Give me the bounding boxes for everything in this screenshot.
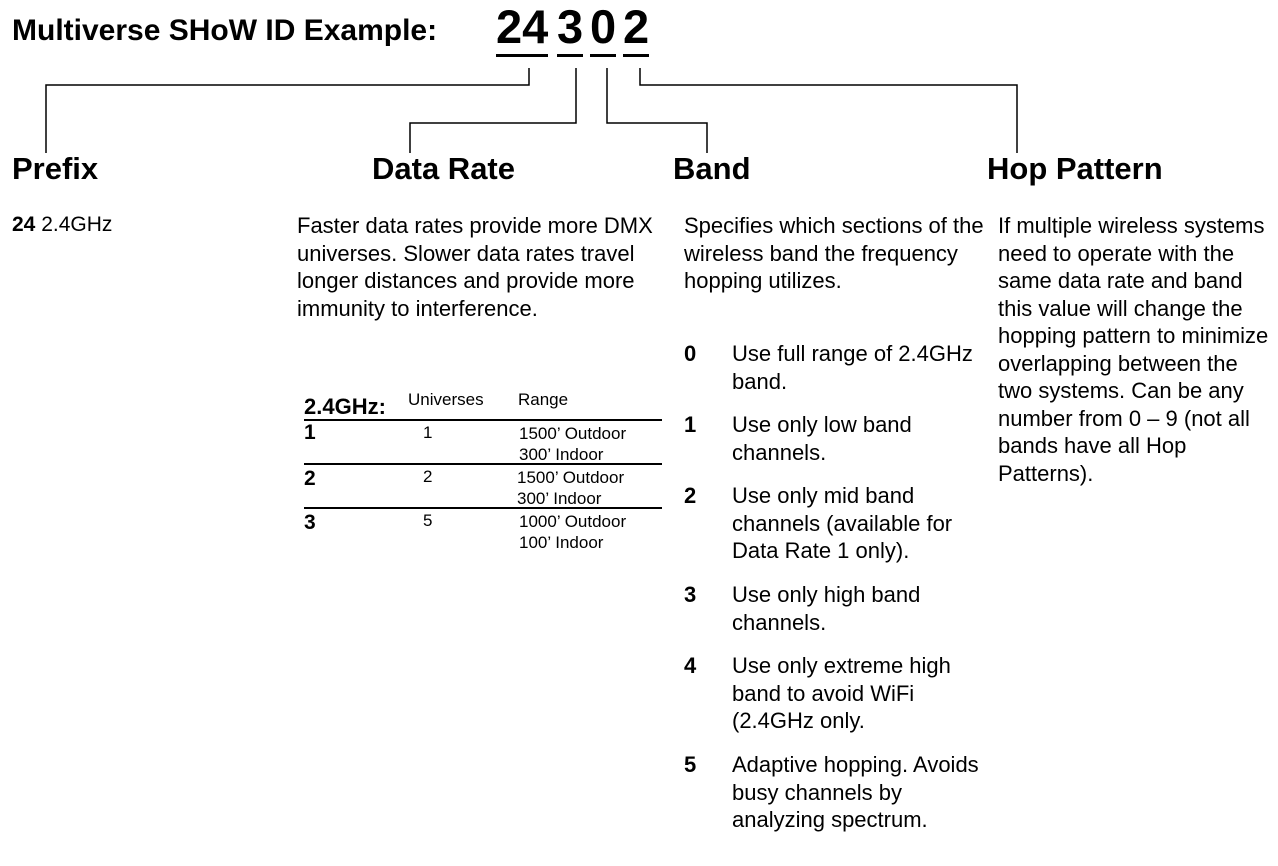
row-range — [519, 423, 626, 465]
row-universes: 5 — [423, 511, 433, 530]
title-digit-band: 0 — [590, 0, 616, 57]
band-option-key: 5 — [684, 752, 697, 777]
connector-data-rate — [410, 68, 576, 153]
band-option-text: Use full range of 2.4GHz band. — [732, 341, 973, 394]
row-range-indoor: 300’ Indoor — [517, 489, 602, 508]
band-option-key: 1 — [684, 412, 697, 437]
band-description: Specifies which sections of the wireless band the frequency hopping utilizes. — [684, 213, 984, 293]
table-row — [304, 419, 662, 465]
prefix-value — [12, 213, 112, 237]
connector-hop-pattern — [640, 68, 1017, 153]
band-option-key: 2 — [684, 483, 697, 508]
hop-pattern-description: If multiple wireless systems need to operate with the same data rate and band this value will change the hopping pattern to minimize overlapping between the two systems. Can be any number from 0 – 9 (not all bands have all Hop Patterns). — [998, 213, 1269, 486]
connector-band — [607, 68, 707, 153]
row-range-outdoor: 1500’ Outdoor — [517, 468, 625, 487]
table-header-range: Range — [518, 390, 569, 409]
heading-hop-pattern: Hop Pattern — [987, 151, 1163, 186]
prefix-text: 2.4GHz — [41, 213, 113, 236]
band-option-key: 0 — [684, 341, 697, 366]
row-range — [517, 467, 624, 509]
data-rate-description: Faster data rates provide more DMX universes. Slower data rates travel longer distances and provide more immunity to interference. — [297, 213, 653, 321]
band-option-text: Use only mid band channels (available for Data Rate 1 only). — [732, 483, 953, 563]
band-option-key: 3 — [684, 582, 697, 607]
title-label: Multiverse SHoW ID Example: — [12, 14, 438, 47]
row-rate: 1 — [304, 421, 316, 444]
heading-band: Band — [673, 151, 751, 186]
row-rate: 3 — [304, 511, 316, 534]
table-header-universes: Universes — [408, 390, 484, 409]
row-range — [519, 511, 626, 553]
band-option-text: Use only high band channels. — [732, 582, 921, 635]
table-row — [304, 507, 662, 553]
connector-prefix — [46, 68, 529, 153]
band-option-text: Use only extreme high band to avoid WiFi (2.4GHz only. — [732, 653, 951, 733]
band-option-text: Adaptive hopping. Avoids busy channels by analyzing spectrum. — [732, 752, 979, 832]
row-range-indoor: 100’ Indoor — [519, 533, 604, 552]
row-range-indoor: 300’ Indoor — [519, 445, 604, 464]
title-digit-data-rate: 3 — [557, 0, 583, 57]
prefix-code: 24 — [12, 213, 36, 236]
row-rate: 2 — [304, 467, 316, 490]
band-option-text: Use only low band channels. — [732, 412, 912, 465]
table-row — [304, 463, 662, 509]
band-option-key: 4 — [684, 653, 697, 678]
row-universes: 2 — [423, 467, 433, 486]
row-range-outdoor: 1000’ Outdoor — [519, 512, 627, 531]
row-universes: 1 — [423, 423, 433, 442]
heading-prefix: Prefix — [12, 151, 99, 186]
title-digit-hop-pattern: 2 — [623, 0, 649, 57]
table-header-band: 2.4GHz: — [304, 394, 386, 419]
heading-data-rate: Data Rate — [372, 151, 515, 186]
row-range-outdoor: 1500’ Outdoor — [519, 424, 627, 443]
title-digit-prefix: 24 — [496, 0, 548, 57]
